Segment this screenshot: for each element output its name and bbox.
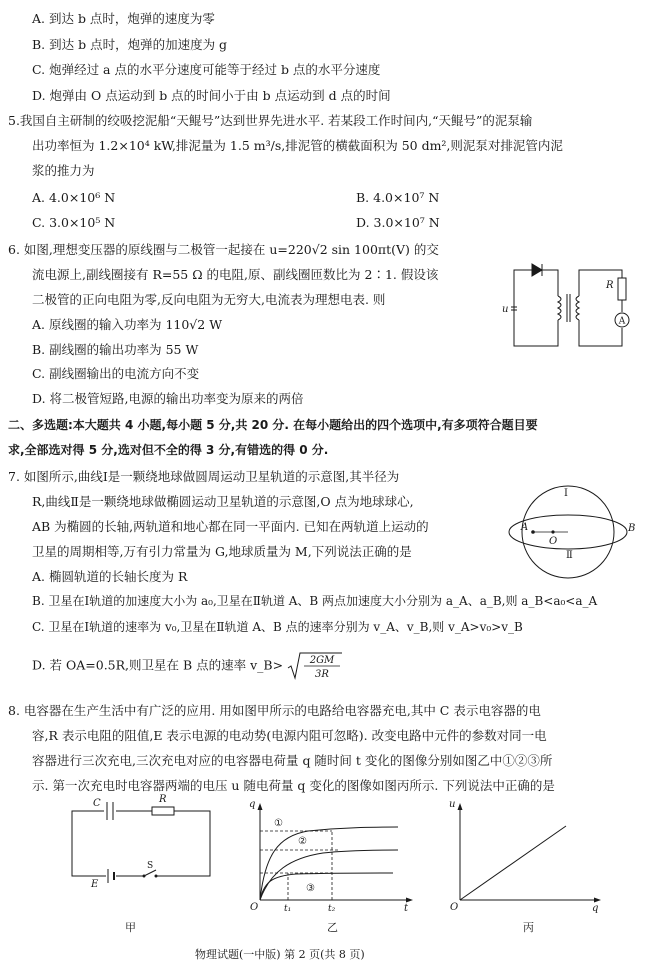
caption-yi: 乙: [327, 921, 338, 934]
q6-transformer-figure: [500, 258, 640, 358]
q7-stem-line-1: 7. 如图所示,曲线Ⅰ是一颗绕地球做圆周运动卫星轨道的示意图,其半径为: [8, 469, 400, 484]
yi-t1-label: t₁: [284, 904, 292, 914]
q5-option-b: B. 4.0×10⁷ N: [356, 190, 440, 205]
point-b-label: B: [628, 523, 636, 534]
q5-stem-line-3: 浆的推力为: [32, 163, 95, 178]
sqrt-numerator: 2GM: [309, 655, 335, 666]
yi-t-axis-label: t: [404, 903, 409, 914]
q4-option-b: B. 到达 b 点时，炮弹的加速度为 g: [32, 37, 228, 52]
q7-option-c: C. 卫星在Ⅰ轨道的速率为 v₀,卫星在Ⅱ轨道 A、B 点的速率分别为 v_A、v_B,则 v_A>v₀>v_B: [32, 620, 523, 634]
capacitor-label: C: [93, 798, 101, 809]
q8-uq-graph-bing: [448, 799, 608, 914]
q4-option-c: C. 炮弹经过 a 点的水平分速度可能等于经过 b 点的水平分速度: [32, 62, 381, 77]
q8-qt-graph-yi: [248, 799, 418, 914]
q7-option-d: [32, 651, 343, 681]
q6-option-b: B. 副线圈的输出功率为 55 W: [32, 342, 199, 357]
page-footer: 物理试题(一中版) 第 2 页(共 8 页): [195, 948, 365, 961]
yi-t2-label: t₂: [328, 904, 336, 914]
sqrt-sign-icon: [287, 651, 343, 681]
curve-2-label: ②: [298, 836, 307, 847]
q6-option-a: A. 原线圈的输入功率为 110√2 W: [32, 317, 223, 332]
q6-option-d: D. 将二极管短路,电源的输出功率变为原来的两倍: [32, 391, 304, 406]
emf-label: E: [91, 879, 99, 890]
q5-stem-line-2: 出功率恒为 1.2×10⁴ kW,排泥量为 1.5 m³/s,排泥管的横截面积为 50 dm²,则泥泵对排泥管内泥: [32, 138, 563, 153]
q5-option-d: D. 3.0×10⁷ N: [356, 215, 440, 230]
q4-option-a: A. 到达 b 点时，炮弹的速度为零: [32, 11, 215, 26]
q5-stem-line-1: 5.我国自主研制的绞吸挖泥船“天鲲号”达到世界先进水平. 若某段工作时间内,“天鲲号”的泥泵输: [8, 113, 533, 128]
q7-orbit-figure: [508, 482, 640, 582]
q8-stem-line-4: 示. 第一次充电时电容器两端的电压 u 随电荷量 q 变化的图像如图丙所示. 下列说法中正确的是: [32, 778, 555, 793]
bing-q-axis-label: q: [592, 903, 599, 914]
q6-option-c: C. 副线圈输出的电流方向不变: [32, 366, 200, 381]
q6-stem-line-3: 二极管的正向电阻为零,反向电阻为无穷大,电流表为理想电表. 则: [32, 292, 386, 307]
caption-bing: 丙: [523, 921, 534, 934]
switch-label: S: [147, 861, 154, 871]
q8-stem-line-3: 容器进行三次充电,三次充电对应的电容器电荷量 q 随时间 t 变化的图像分别如图乙中①②③所: [32, 753, 553, 768]
q6-stem-line-1: 6. 如图,理想变压器的原线圈与二极管一起接在 u=220√2 sin 100πt(V) 的交: [8, 242, 439, 257]
q7-option-b: B. 卫星在Ⅰ轨道的加速度大小为 a₀,卫星在Ⅱ轨道 A、B 两点加速度大小分别为 a_A、a_B,则 a_B<a₀<a_A: [32, 594, 598, 608]
point-a-label: A: [521, 522, 529, 533]
q8-stem-line-1: 8. 电容器在生产生活中有广泛的应用. 用如图甲所示的电路给电容器充电,其中 C 表示电容器的电: [8, 703, 541, 718]
q7-stem-line-4: 卫星的周期相等,万有引力常量为 G,地球质量为 M,下列说法正确的是: [32, 544, 412, 559]
orbit-one-label: Ⅰ: [564, 488, 568, 499]
q7-option-a: A. 椭圆轨道的长轴长度为 R: [32, 569, 188, 584]
q5-option-a: A. 4.0×10⁶ N: [32, 190, 116, 205]
yi-origin-label: O: [250, 902, 259, 913]
q7-stem-line-3: AB 为椭圆的长轴,两轨道和地心都在同一平面内. 已知在两轨道上运动的: [32, 519, 429, 534]
resistor-label: R: [159, 794, 167, 805]
q8-stem-line-2: 容,R 表示电阻的阻值,E 表示电源的电动势(电源内阻可忽略). 改变电路中元件的参数对同一电: [32, 728, 547, 743]
section-2-heading-line-2: 求,全部选对得 5 分,选对但不全的得 3 分,有错选的得 0 分.: [8, 443, 329, 457]
bing-origin-label: O: [450, 902, 459, 913]
orbit-two-label: Ⅱ: [566, 550, 573, 561]
q7-option-d-text: D. 若 OA=0.5R,则卫星在 B 点的速率 v_B>: [32, 657, 284, 673]
q7-stem-line-2: R,曲线Ⅱ是一颗绕地球做椭圆运动卫星轨道的示意图,O 点为地球球心,: [32, 494, 414, 509]
section-2-heading-line-1: 二、多选题:本大题共 4 小题,每小题 5 分,共 20 分. 在每小题给出的四个选项中,有多项符合题目要: [8, 418, 538, 432]
curve-3-label: ③: [306, 883, 315, 894]
bing-u-axis-label: u: [449, 799, 456, 810]
sqrt-denominator: 3R: [315, 669, 330, 680]
curve-1-label: ①: [274, 818, 283, 829]
caption-jia: 甲: [125, 921, 136, 934]
q8-circuit-figure-jia: [70, 794, 220, 890]
q6-u-label: u: [502, 304, 509, 315]
yi-q-axis-label: q: [249, 799, 256, 810]
q6-r-label: R: [606, 280, 614, 291]
q5-option-c: C. 3.0×10⁵ N: [32, 215, 116, 230]
ammeter-icon: A: [618, 316, 626, 327]
q4-option-d: D. 炮弹由 O 点运动到 b 点的时间小于由 b 点运动到 d 点的时间: [32, 88, 391, 103]
point-o-label: O: [549, 536, 558, 547]
q6-stem-line-2: 流电源上,副线圈接有 R=55 Ω 的电阻,原、副线圈匝数比为 2∶1. 假设该: [32, 267, 439, 282]
